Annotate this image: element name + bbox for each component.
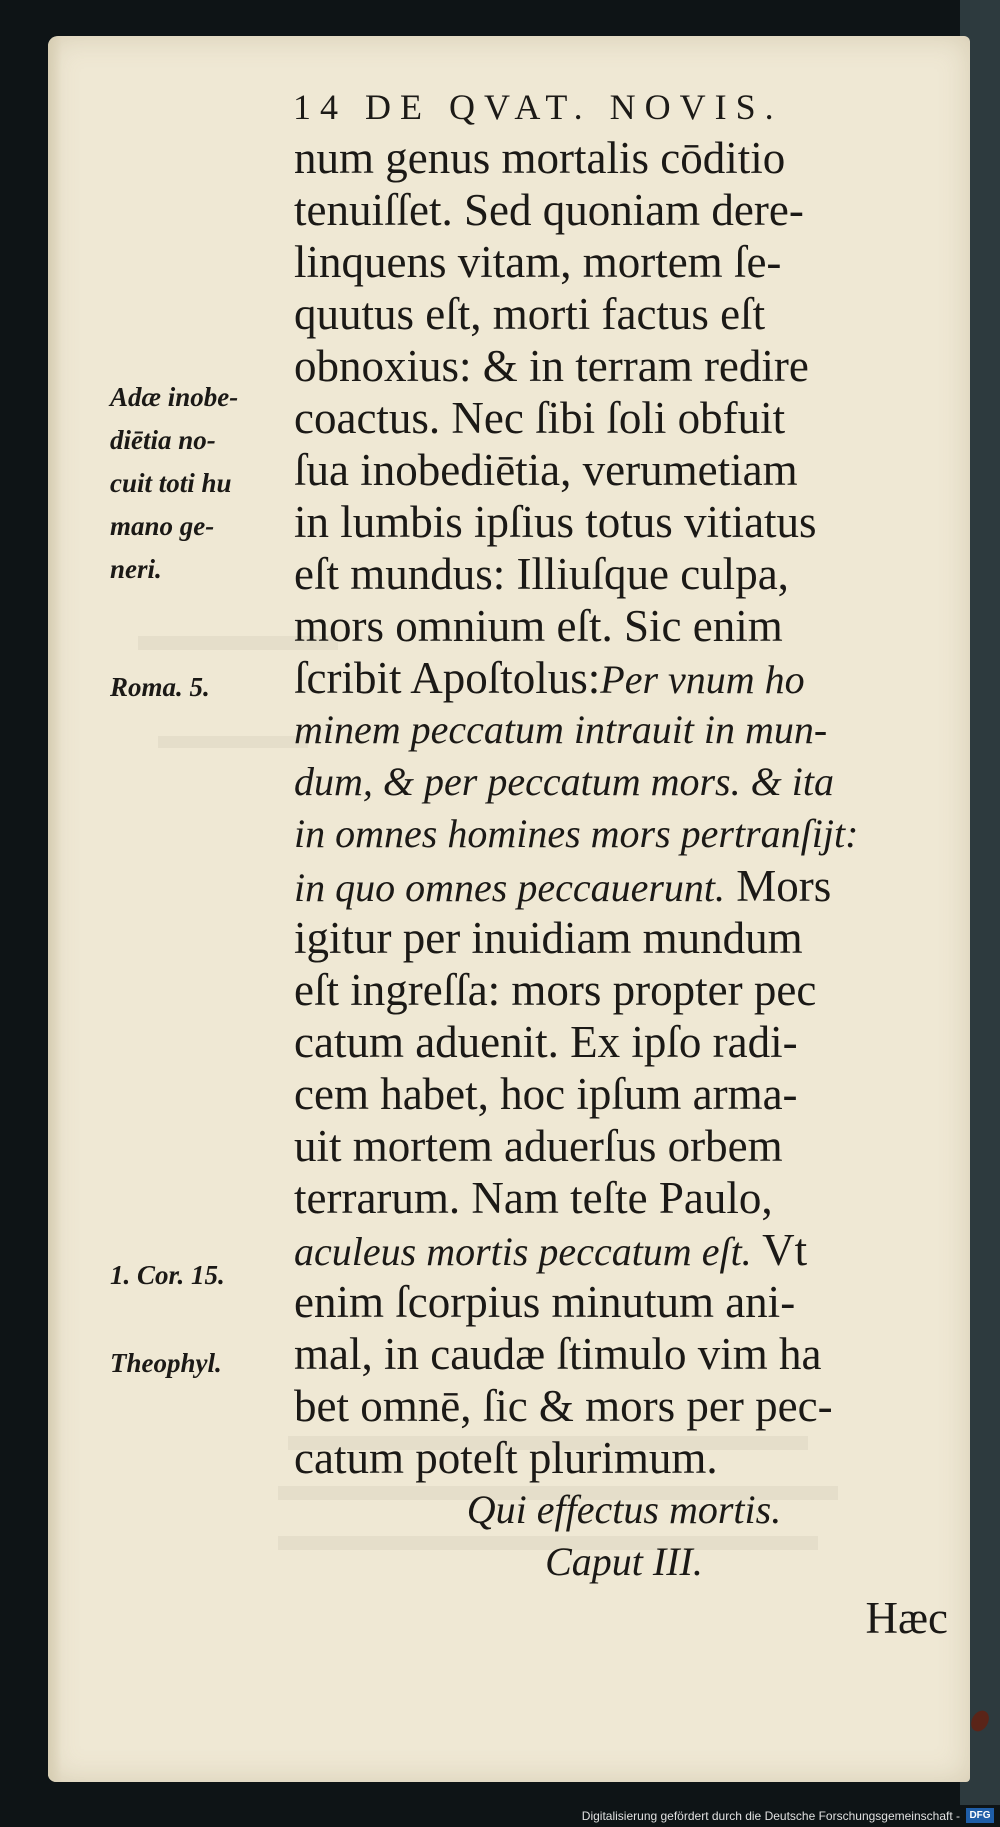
page-edge-shadow xyxy=(48,36,62,1782)
marginal-note-cor: 1. Cor. 15. xyxy=(110,1260,225,1290)
text-line: in quo omnes peccauerunt. Mors xyxy=(294,861,832,911)
marginal-note-roma: Roma. 5. xyxy=(110,672,210,702)
chapter-heading: Caput III. xyxy=(545,1539,703,1584)
text-line: in lumbis ipſius totus vitiatus xyxy=(294,497,817,547)
text-line: num genus mortalis cōditio xyxy=(294,133,786,183)
text-line: linquens vitam, mortem ſe- xyxy=(294,237,782,287)
section-heading: Qui effectus mortis. xyxy=(466,1487,782,1532)
italic-quote: in quo omnes peccauerunt. xyxy=(294,865,726,910)
footer-credit: Digitalisierung gefördert durch die Deutsche Forschungsgemeinschaft - xyxy=(581,1809,960,1823)
text-line: mors omnium eſt. Sic enim xyxy=(294,601,783,651)
text-line: mal, in caudæ ſtimulo vim ha xyxy=(294,1329,822,1379)
text-line: ſua inobediētia, verumetiam xyxy=(294,445,798,495)
book-page xyxy=(48,36,970,1782)
text-line: uit mortem aduerſus orbem xyxy=(294,1121,783,1171)
italic-quote: aculeus mortis peccatum eſt. xyxy=(294,1229,752,1274)
text-line: tenuiſſet. Sed quoniam dere- xyxy=(294,185,804,235)
quote-line: minem peccatum intrauit in mun- xyxy=(294,707,828,752)
text-line: coactus. Nec ſibi ſoli obfuit xyxy=(294,393,786,443)
text-line: eſt ingreſſa: mors propter pec xyxy=(294,965,817,1015)
running-header: 14 DE QVAT. NOVIS. xyxy=(293,87,783,127)
text-line: eſt mundus: Illiuſque culpa, xyxy=(294,549,789,599)
italic-quote: Per vnum ho xyxy=(600,657,805,702)
text-line: enim ſcorpius minutum ani- xyxy=(294,1277,796,1327)
text-line: ſcribit Apoſtolus:Per vnum ho xyxy=(294,653,805,703)
quote-line: in omnes homines mors pertranſijt: xyxy=(294,811,859,856)
text-line: cem habet, hoc ipſum arma- xyxy=(294,1069,798,1119)
text-line: catum aduenit. Ex ipſo radi- xyxy=(294,1017,798,1067)
text-line: obnoxius: & in terram redire xyxy=(294,341,809,391)
text-line: terrarum. Nam teſte Paulo, xyxy=(294,1173,773,1223)
quote-line: dum, & per peccatum mors. & ita xyxy=(294,759,834,804)
text-line: igitur per inuidiam mundum xyxy=(294,913,803,963)
marginal-note-adae: Adæ inobe- diētia no- cuit toti hu mano ge- neri. xyxy=(110,382,239,584)
text-line: catum poteſt plurimum. xyxy=(294,1433,718,1483)
catchword: Hæc xyxy=(865,1593,948,1643)
text-line: bet omnē, ſic & mors per pec- xyxy=(294,1381,833,1431)
text-line: quutus eſt, morti factus eſt xyxy=(294,289,766,339)
marginal-note-theophyl: Theophyl. xyxy=(110,1348,222,1378)
text-line: aculeus mortis peccatum eſt. Vt xyxy=(294,1225,808,1275)
bleed-through-mark xyxy=(158,736,308,748)
dfg-logo: DFG xyxy=(966,1808,994,1823)
